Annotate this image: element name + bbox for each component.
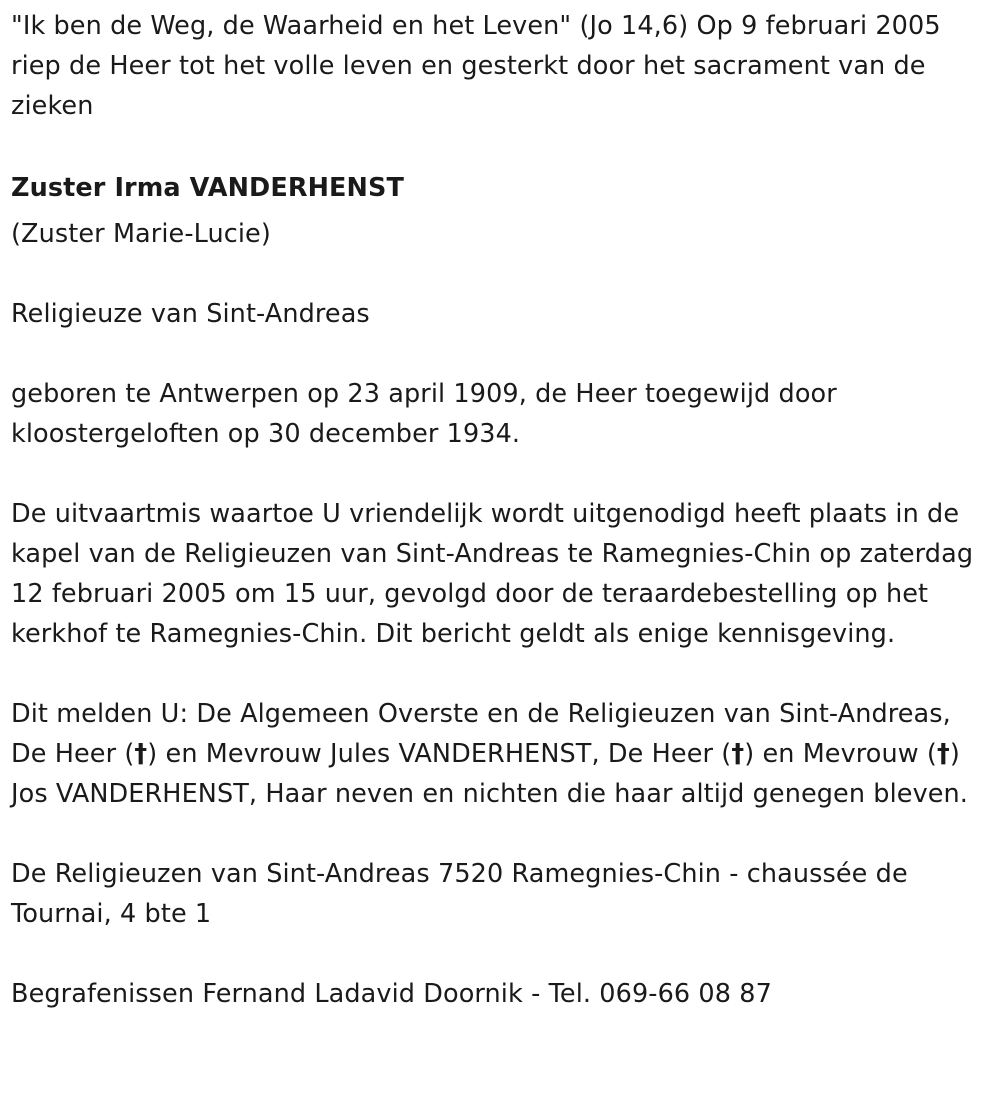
- cross-symbol: †: [936, 739, 950, 769]
- cross-symbol: †: [134, 739, 148, 769]
- cross-symbol: †: [731, 739, 745, 769]
- deceased-name: Zuster Irma VANDERHENST: [11, 173, 404, 203]
- announcers-text-4: ) Jos VANDERHENST, Haar neven en nichten die haar altijd genegen bleven.: [11, 739, 969, 809]
- address-paragraph: De Religieuzen van Sint-Andreas 7520 Ramegnies-Chin - chaussée de Tournai, 4 bte 1: [11, 859, 908, 929]
- obituary-document: [11, 6, 991, 1014]
- intro-paragraph: "Ik ben de Weg, de Waarheid en het Leven" (Jo 14,6) Op 9 februari 2005 riep de Heer tot het volle leven en gesterkt door het sacrament van de zieken: [11, 11, 941, 121]
- birth-profession-paragraph: geboren te Antwerpen op 23 april 1909, de Heer toegewijd door kloostergeloften op 30 december 1934.: [11, 379, 837, 449]
- funeral-paragraph: De uitvaartmis waartoe U vriendelijk wordt uitgenodigd heeft plaats in de kapel van de Religieuzen van Sint-Andreas te Ramegnies-Chin op zaterdag 12 februari 2005 om 15 uur, gevolgd door de teraardebestelling op het kerkhof te Ramegnies-Chin. Dit bericht geldt als enige kennisgeving.: [11, 499, 974, 649]
- congregation: Religieuze van Sint-Andreas: [11, 299, 370, 329]
- religious-name: (Zuster Marie-Lucie): [11, 219, 271, 249]
- undertaker-line: Begrafenissen Fernand Ladavid Doornik - Tel. 069-66 08 87: [11, 979, 772, 1009]
- announcers-text-2: ) en Mevrouw Jules VANDERHENST, De Heer (: [147, 739, 732, 769]
- announcers-paragraph: [11, 694, 991, 814]
- announcers-text-1: Dit melden U: De Algemeen Overste en de Religieuzen van Sint-Andreas, De Heer (: [11, 699, 951, 769]
- announcers-text-3: ) en Mevrouw (: [744, 739, 937, 769]
